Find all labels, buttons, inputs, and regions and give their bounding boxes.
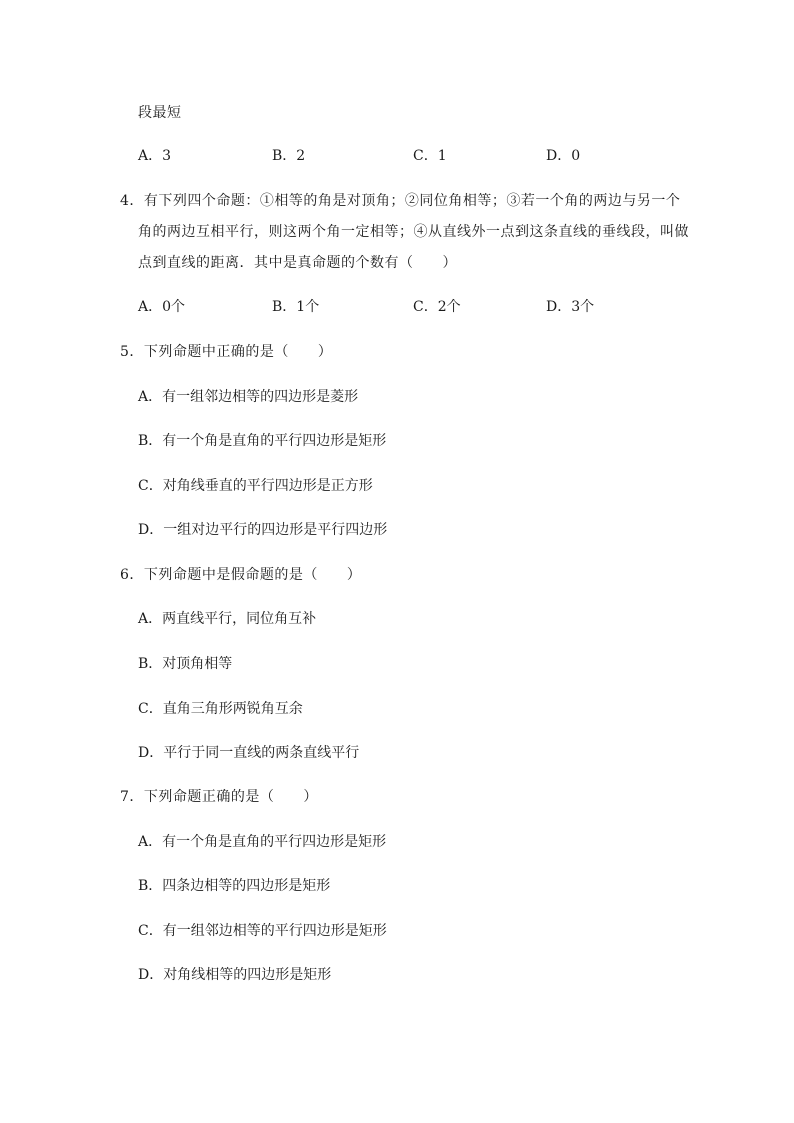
q4-stem-line-1: 4．有下列四个命题：①相等的角是对顶角；②同位角相等；③若一个角的两边与另一个 <box>120 193 681 209</box>
q3-option-d: D．0 <box>546 148 581 164</box>
q5-option-a: A．有一组邻边相等的四边形是菱形 <box>138 389 359 405</box>
q6-option-c: C．直角三角形两锐角互余 <box>138 701 303 717</box>
q7-option-a: A．有一个角是直角的平行四边形是矩形 <box>138 834 387 850</box>
q4-option-a: A．0个 <box>138 299 186 315</box>
q5-option-d: D．一组对边平行的四边形是平行四边形 <box>138 522 388 538</box>
q3-option-c: C．1 <box>413 148 447 164</box>
q4-option-c: C．2个 <box>413 299 461 315</box>
q6-option-b: B．对顶角相等 <box>138 656 233 672</box>
q7-option-b: B．四条边相等的四边形是矩形 <box>138 878 331 894</box>
q5-option-c: C．对角线垂直的平行四边形是正方形 <box>138 478 373 494</box>
q4-option-b: B．1个 <box>272 299 320 315</box>
q7-option-c: C．有一组邻边相等的平行四边形是矩形 <box>138 923 387 939</box>
q7-stem: 7．下列命题正确的是（ ） <box>120 789 318 805</box>
q4-option-d: D．3个 <box>546 299 595 315</box>
q6-option-d: D．平行于同一直线的两条直线平行 <box>138 745 360 761</box>
q6-option-a: A．两直线平行，同位角互补 <box>138 611 317 627</box>
q6-stem: 6．下列命题中是假命题的是（ ） <box>120 567 362 583</box>
q5-stem: 5．下列命题中正确的是（ ） <box>120 344 333 360</box>
q4-stem-line-3: 点到直线的距离．其中是真命题的个数有（ ） <box>138 255 457 271</box>
q3-option-b: B．2 <box>272 148 306 164</box>
q7-option-d: D．对角线相等的四边形是矩形 <box>138 967 332 983</box>
q5-option-b: B．有一个角是直角的平行四边形是矩形 <box>138 433 387 449</box>
q4-stem-line-2: 角的两边互相平行，则这两个角一定相等；④从直线外一点到这条直线的垂线段，叫做 <box>138 224 689 240</box>
q3-option-a: A．3 <box>138 148 172 164</box>
q3-stem-tail: 段最短 <box>138 105 182 121</box>
